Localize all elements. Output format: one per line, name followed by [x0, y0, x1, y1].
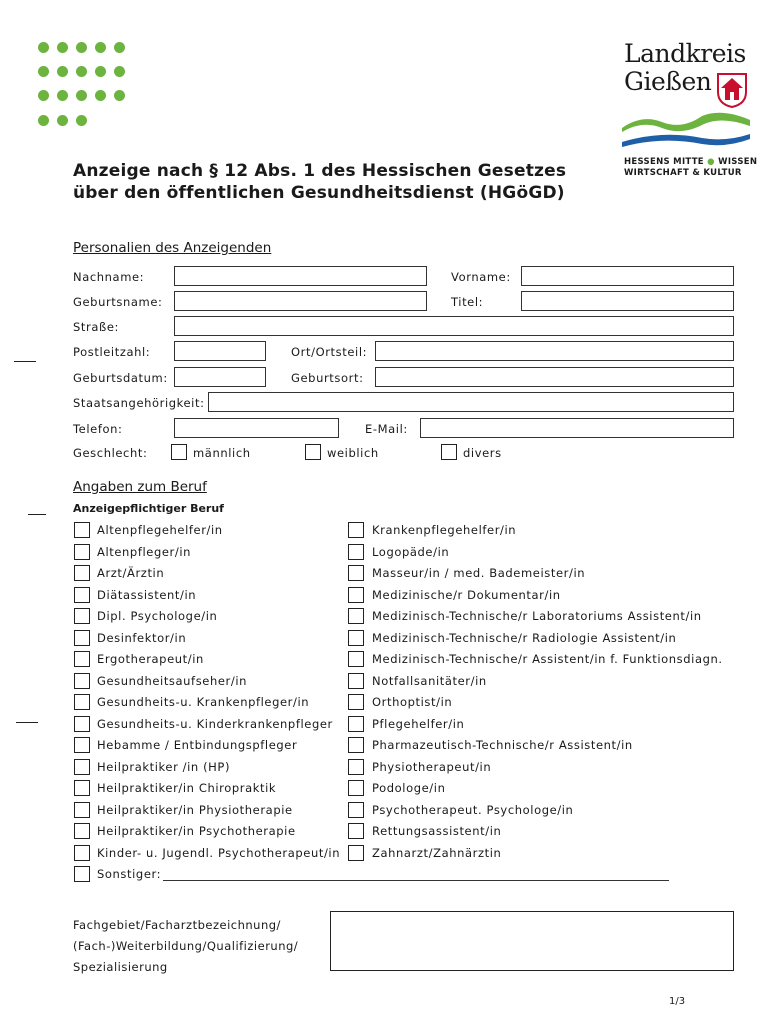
- tagline-dot-icon: ●: [707, 157, 715, 167]
- beruf-left-item-label: Sonstiger:: [97, 867, 162, 881]
- tagline-part2: WISSEN: [718, 157, 758, 167]
- beruf-left-item-label: Heilpraktiker /in (HP): [97, 759, 231, 774]
- gender-checkbox-weiblich[interactable]: [305, 444, 321, 460]
- label-staatsangehoerigkeit: Staatsangehörigkeit:: [73, 396, 205, 410]
- label-nachname: Nachname:: [73, 270, 145, 284]
- beruf-left-item-label: Heilpraktiker/in Chiropraktik: [97, 781, 277, 795]
- label-titel: Titel:: [451, 295, 484, 309]
- fachgebiet-line3: Spezialisierung: [73, 960, 168, 974]
- beruf-right-item-checkbox[interactable]: [348, 716, 364, 732]
- label-strasse: Straße:: [73, 320, 119, 334]
- staatsangehoerigkeit-field[interactable]: [208, 392, 734, 412]
- beruf-right-item-label: Zahnarzt/Zahnärztin: [372, 845, 502, 860]
- label-geburtsname: Geburtsname:: [73, 295, 163, 309]
- beruf-left-item-checkbox[interactable]: [74, 780, 90, 796]
- logo-hills-icon: [622, 108, 750, 152]
- beruf-left-item-label: Arzt/Ärztin: [97, 566, 165, 580]
- tagline-line2: WIRTSCHAFT & KULTUR: [624, 168, 742, 178]
- logo-line1: Landkreis: [624, 39, 746, 68]
- beruf-left-item-checkbox[interactable]: [74, 673, 90, 689]
- beruf-left-item-checkbox[interactable]: [74, 802, 90, 818]
- gender-checkbox-maennlich[interactable]: [171, 444, 187, 460]
- beruf-right-item-checkbox[interactable]: [348, 694, 364, 710]
- beruf-right-item-checkbox[interactable]: [348, 802, 364, 818]
- beruf-right-item-checkbox[interactable]: [348, 823, 364, 839]
- beruf-right-item-label: Orthoptist/in: [372, 695, 453, 709]
- tagline-part1: HESSENS MITTE: [624, 157, 704, 167]
- beruf-right-item-label: Masseur/in / med. Bademeister/in: [372, 566, 586, 580]
- beruf-right-item-checkbox[interactable]: [348, 587, 364, 603]
- gender-label-divers: divers: [463, 446, 502, 460]
- gender-checkbox-divers[interactable]: [441, 444, 457, 460]
- beruf-right-item-checkbox[interactable]: [348, 673, 364, 689]
- page-number: 1/3: [669, 996, 686, 1007]
- punch-mark: [16, 722, 38, 723]
- form-title: [73, 160, 566, 204]
- sonstiger-line[interactable]: [163, 880, 669, 881]
- label-email: E-Mail:: [365, 422, 408, 436]
- beruf-right-item-label: Pflegehelfer/in: [372, 716, 465, 731]
- beruf-left-item-label: Gesundheits-u. Kinderkrankenpfleger: [97, 716, 333, 731]
- beruf-left-item-label: Kinder- u. Jugendl. Psychotherapeut/in: [97, 845, 341, 860]
- section-heading-beruf: Angaben zum Beruf: [73, 479, 207, 495]
- beruf-left-item-checkbox[interactable]: [74, 587, 90, 603]
- beruf-right-item-label: Podologe/in: [372, 781, 446, 795]
- subheading-beruf: Anzeigepflichtiger Beruf: [73, 502, 224, 515]
- beruf-right-item-label: Medizinisch-Technische/r Radiologie Assistent/in: [372, 630, 677, 645]
- titel-field[interactable]: [521, 291, 734, 311]
- beruf-right-item-checkbox[interactable]: [348, 565, 364, 581]
- beruf-left-item-checkbox[interactable]: [74, 608, 90, 624]
- geburtsort-field[interactable]: [375, 367, 734, 387]
- section-heading-personalien: Personalien des Anzeigenden: [73, 240, 272, 256]
- beruf-right-item-label: Logopäde/in: [372, 544, 450, 559]
- beruf-left-item-label: Hebamme / Entbindungspfleger: [97, 738, 298, 752]
- beruf-right-item-checkbox[interactable]: [348, 651, 364, 667]
- fold-mark: [28, 514, 46, 515]
- gender-label-maennlich: männlich: [193, 446, 251, 460]
- beruf-left-item-label: Diätassistent/in: [97, 587, 197, 602]
- beruf-right-item-label: Medizinisch-Technische/r Assistent/in f. Funktionsdiagn.: [372, 652, 723, 666]
- beruf-right-item-checkbox[interactable]: [348, 780, 364, 796]
- beruf-left-item-label: Heilpraktiker/in Physiotherapie: [97, 802, 293, 817]
- beruf-left-item-checkbox[interactable]: [74, 866, 90, 882]
- telefon-field[interactable]: [174, 418, 339, 438]
- beruf-left-item-label: Desinfektor/in: [97, 630, 187, 645]
- beruf-right-item-label: Pharmazeutisch-Technische/r Assistent/in: [372, 738, 633, 752]
- label-geschlecht: Geschlecht:: [73, 446, 148, 460]
- beruf-left-item-label: Gesundheitsaufseher/in: [97, 673, 248, 688]
- title-line2: über den öffentlichen Gesundheitsdienst (HGöGD): [73, 183, 565, 203]
- beruf-left-item-checkbox[interactable]: [74, 716, 90, 732]
- beruf-left-item-checkbox[interactable]: [74, 522, 90, 538]
- beruf-right-item-label: Psychotherapeut. Psychologe/in: [372, 802, 574, 817]
- beruf-right-item-label: Rettungsassistent/in: [372, 824, 502, 838]
- beruf-left-item-label: Dipl. Psychologe/in: [97, 609, 218, 623]
- geburtsname-field[interactable]: [174, 291, 427, 311]
- beruf-right-item-label: Medizinisch-Technische/r Laboratoriums Assistent/in: [372, 609, 702, 623]
- beruf-left-item-checkbox[interactable]: [74, 651, 90, 667]
- nachname-field[interactable]: [174, 266, 427, 286]
- beruf-left-item-label: Altenpflegehelfer/in: [97, 523, 223, 537]
- beruf-left-item-label: Heilpraktiker/in Psychotherapie: [97, 824, 296, 838]
- fachgebiet-label: [73, 915, 298, 978]
- fachgebiet-line2: (Fach-)Weiterbildung/Qualifizierung/: [73, 939, 299, 953]
- email-field[interactable]: [420, 418, 734, 438]
- beruf-left-item-label: Ergotherapeut/in: [97, 652, 204, 666]
- label-geburtsort: Geburtsort:: [291, 371, 364, 385]
- beruf-right-item-checkbox[interactable]: [348, 737, 364, 753]
- beruf-right-item-checkbox[interactable]: [348, 759, 364, 775]
- label-geburtsdatum: Geburtsdatum:: [73, 371, 168, 385]
- logo-tagline: [624, 157, 757, 179]
- fold-mark: [14, 361, 36, 362]
- beruf-left-item-checkbox[interactable]: [74, 759, 90, 775]
- beruf-right-item-checkbox[interactable]: [348, 522, 364, 538]
- logo-line2: Gießen: [624, 67, 712, 96]
- fachgebiet-line1: Fachgebiet/Facharztbezeichnung/: [73, 918, 281, 932]
- beruf-right-item-label: Krankenpflegehelfer/in: [372, 523, 517, 537]
- beruf-left-item-checkbox[interactable]: [74, 823, 90, 839]
- vorname-field[interactable]: [521, 266, 734, 286]
- beruf-right-item-checkbox[interactable]: [348, 544, 364, 560]
- beruf-left-item-checkbox[interactable]: [74, 694, 90, 710]
- label-ort: Ort/Ortsteil:: [291, 345, 368, 359]
- beruf-left-item-checkbox[interactable]: [74, 737, 90, 753]
- label-postleitzahl: Postleitzahl:: [73, 345, 151, 359]
- beruf-left-item-checkbox[interactable]: [74, 845, 90, 861]
- coat-of-arms-icon: [716, 72, 748, 108]
- beruf-right-item-label: Notfallsanitäter/in: [372, 673, 487, 688]
- geburtsdatum-field[interactable]: [174, 367, 266, 387]
- beruf-left-item-checkbox[interactable]: [74, 630, 90, 646]
- strasse-field[interactable]: [174, 316, 734, 336]
- postleitzahl-field[interactable]: [174, 341, 266, 361]
- title-line1: Anzeige nach § 12 Abs. 1 des Hessischen Gesetzes: [73, 161, 567, 181]
- beruf-left-item-checkbox[interactable]: [74, 565, 90, 581]
- ort-field[interactable]: [375, 341, 734, 361]
- beruf-right-item-checkbox[interactable]: [348, 845, 364, 861]
- beruf-left-item-checkbox[interactable]: [74, 544, 90, 560]
- beruf-right-item-checkbox[interactable]: [348, 630, 364, 646]
- beruf-right-item-checkbox[interactable]: [348, 608, 364, 624]
- beruf-right-item-label: Medizinische/r Dokumentar/in: [372, 587, 561, 602]
- fachgebiet-field[interactable]: [330, 911, 734, 971]
- beruf-left-item-label: Gesundheits-u. Krankenpfleger/in: [97, 695, 310, 709]
- gender-label-weiblich: weiblich: [327, 446, 379, 460]
- beruf-left-item-label: Altenpfleger/in: [97, 544, 192, 559]
- beruf-right-item-label: Physiotherapeut/in: [372, 759, 492, 774]
- label-telefon: Telefon:: [73, 422, 123, 436]
- label-vorname: Vorname:: [451, 270, 511, 284]
